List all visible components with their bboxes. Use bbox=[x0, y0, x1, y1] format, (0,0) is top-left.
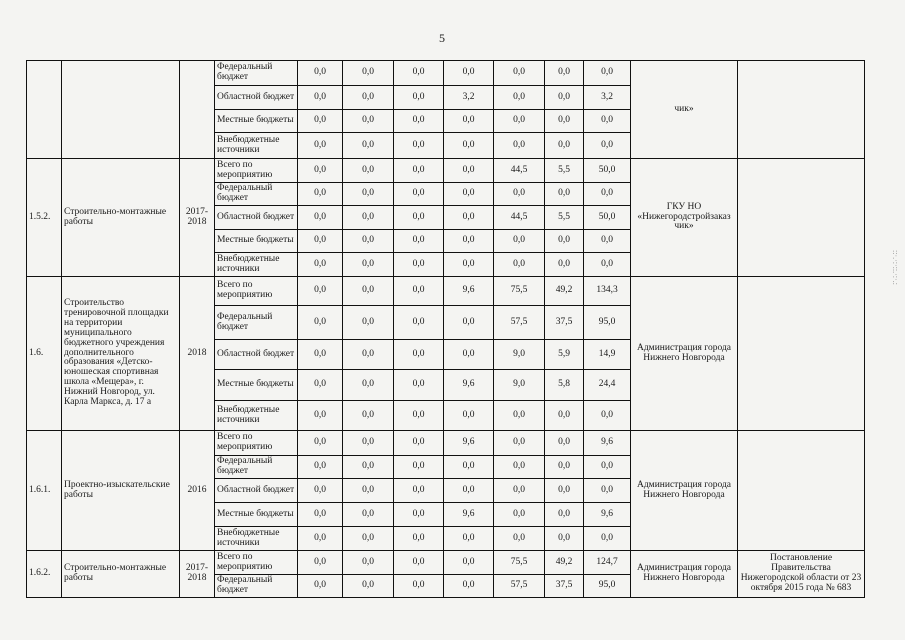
value-cell: 0,0 bbox=[298, 277, 343, 306]
value-cell: 0,0 bbox=[343, 183, 394, 206]
value-cell: 0,0 bbox=[298, 110, 343, 133]
scan-noise-marks: ::·.·:·::.·:·.: bbox=[891, 250, 900, 285]
item-name: Строительно-монтажные работы bbox=[62, 551, 180, 598]
value-cell: 0,0 bbox=[584, 527, 631, 551]
value-cell: 0,0 bbox=[494, 503, 545, 527]
item-year: 2016 bbox=[180, 431, 215, 551]
value-cell: 0,0 bbox=[494, 86, 545, 110]
value-cell: 0,0 bbox=[444, 479, 494, 503]
value-cell: 0,0 bbox=[494, 431, 545, 456]
value-cell: 0,0 bbox=[298, 401, 343, 431]
value-cell: 0,0 bbox=[343, 503, 394, 527]
value-cell: 0,0 bbox=[394, 159, 444, 183]
value-cell: 0,0 bbox=[444, 401, 494, 431]
value-cell: 0,0 bbox=[298, 575, 343, 598]
value-cell: 0,0 bbox=[298, 86, 343, 110]
value-cell: 0,0 bbox=[343, 277, 394, 306]
value-cell: 57,5 bbox=[494, 306, 545, 340]
value-cell: 9,6 bbox=[584, 431, 631, 456]
value-cell: 0,0 bbox=[343, 86, 394, 110]
value-cell: 0,0 bbox=[298, 527, 343, 551]
value-cell: 75,5 bbox=[494, 551, 545, 575]
value-cell: 0,0 bbox=[494, 183, 545, 206]
value-cell: 0,0 bbox=[444, 306, 494, 340]
value-cell: 0,0 bbox=[298, 61, 343, 86]
value-cell: 0,0 bbox=[394, 133, 444, 159]
value-cell: 0,0 bbox=[545, 230, 584, 253]
value-cell: 0,0 bbox=[584, 230, 631, 253]
value-cell: 0,0 bbox=[298, 133, 343, 159]
value-cell: 9,6 bbox=[444, 370, 494, 401]
basis: Постановление Правительства Нижегородской области от 23 октября 2015 года № 683 bbox=[738, 551, 865, 598]
page-number: 5 bbox=[439, 31, 445, 45]
value-cell: 0,0 bbox=[494, 110, 545, 133]
executor: чик» bbox=[631, 61, 738, 159]
value-cell: 9,6 bbox=[584, 503, 631, 527]
value-cell: 37,5 bbox=[545, 306, 584, 340]
funding-source: Внебюджетные источники bbox=[215, 133, 298, 159]
funding-source: Областной бюджет bbox=[215, 206, 298, 230]
item-name bbox=[62, 61, 180, 159]
table-row bbox=[27, 159, 865, 183]
value-cell: 0,0 bbox=[444, 551, 494, 575]
value-cell: 0,0 bbox=[545, 183, 584, 206]
value-cell: 0,0 bbox=[343, 401, 394, 431]
value-cell: 0,0 bbox=[545, 503, 584, 527]
value-cell: 0,0 bbox=[444, 456, 494, 479]
funding-table bbox=[26, 60, 865, 598]
value-cell: 0,0 bbox=[394, 183, 444, 206]
value-cell: 0,0 bbox=[343, 431, 394, 456]
value-cell: 0,0 bbox=[298, 253, 343, 277]
basis bbox=[738, 61, 865, 159]
value-cell: 0,0 bbox=[394, 527, 444, 551]
value-cell: 0,0 bbox=[444, 183, 494, 206]
value-cell: 0,0 bbox=[343, 159, 394, 183]
value-cell: 24,4 bbox=[584, 370, 631, 401]
funding-source: Федеральный бюджет bbox=[215, 183, 298, 206]
funding-source: Местные бюджеты bbox=[215, 110, 298, 133]
funding-source: Федеральный бюджет bbox=[215, 306, 298, 340]
funding-source: Внебюджетные источники bbox=[215, 253, 298, 277]
funding-source: Внебюджетные источники bbox=[215, 527, 298, 551]
table-row bbox=[27, 431, 865, 456]
funding-source: Местные бюджеты bbox=[215, 230, 298, 253]
value-cell: 0,0 bbox=[394, 575, 444, 598]
basis bbox=[738, 159, 865, 277]
value-cell: 0,0 bbox=[394, 551, 444, 575]
value-cell: 5,5 bbox=[545, 206, 584, 230]
value-cell: 0,0 bbox=[343, 575, 394, 598]
value-cell: 3,2 bbox=[584, 86, 631, 110]
value-cell: 0,0 bbox=[444, 527, 494, 551]
value-cell: 0,0 bbox=[545, 86, 584, 110]
funding-source: Местные бюджеты bbox=[215, 370, 298, 401]
value-cell: 0,0 bbox=[584, 479, 631, 503]
value-cell: 0,0 bbox=[584, 61, 631, 86]
value-cell: 134,3 bbox=[584, 277, 631, 306]
value-cell: 5,5 bbox=[545, 159, 584, 183]
table-row bbox=[27, 61, 865, 86]
value-cell: 0,0 bbox=[444, 230, 494, 253]
value-cell: 0,0 bbox=[298, 479, 343, 503]
value-cell: 0,0 bbox=[545, 110, 584, 133]
value-cell: 0,0 bbox=[343, 370, 394, 401]
table-row bbox=[27, 551, 865, 575]
value-cell: 0,0 bbox=[343, 551, 394, 575]
value-cell: 0,0 bbox=[343, 340, 394, 370]
value-cell: 0,0 bbox=[545, 431, 584, 456]
funding-source: Всего по мероприятию bbox=[215, 277, 298, 306]
value-cell: 0,0 bbox=[545, 253, 584, 277]
funding-source: Всего по мероприятию bbox=[215, 159, 298, 183]
value-cell: 0,0 bbox=[343, 456, 394, 479]
value-cell: 0,0 bbox=[494, 253, 545, 277]
value-cell: 0,0 bbox=[343, 61, 394, 86]
executor: ГКУ НО «Нижегородстройзаказ чик» bbox=[631, 159, 738, 277]
value-cell: 0,0 bbox=[394, 277, 444, 306]
value-cell: 49,2 bbox=[545, 277, 584, 306]
value-cell: 0,0 bbox=[343, 253, 394, 277]
funding-source: Всего по мероприятию bbox=[215, 431, 298, 456]
value-cell: 0,0 bbox=[494, 456, 545, 479]
item-year: 2018 bbox=[180, 277, 215, 431]
value-cell: 0,0 bbox=[494, 133, 545, 159]
value-cell: 0,0 bbox=[394, 253, 444, 277]
value-cell: 0,0 bbox=[444, 206, 494, 230]
value-cell: 95,0 bbox=[584, 575, 631, 598]
funding-source: Внебюджетные источники bbox=[215, 401, 298, 431]
value-cell: 0,0 bbox=[343, 306, 394, 340]
value-cell: 0,0 bbox=[343, 479, 394, 503]
value-cell: 0,0 bbox=[545, 61, 584, 86]
funding-source: Местные бюджеты bbox=[215, 503, 298, 527]
value-cell: 44,5 bbox=[494, 206, 545, 230]
funding-source: Федеральный бюджет bbox=[215, 575, 298, 598]
value-cell: 0,0 bbox=[394, 230, 444, 253]
value-cell: 0,0 bbox=[494, 401, 545, 431]
value-cell: 0,0 bbox=[394, 479, 444, 503]
value-cell: 0,0 bbox=[494, 230, 545, 253]
item-year: 2017-2018 bbox=[180, 551, 215, 598]
value-cell: 0,0 bbox=[494, 527, 545, 551]
value-cell: 5,9 bbox=[545, 340, 584, 370]
value-cell: 0,0 bbox=[343, 206, 394, 230]
value-cell: 0,0 bbox=[584, 133, 631, 159]
value-cell: 0,0 bbox=[394, 456, 444, 479]
funding-source: Всего по мероприятию bbox=[215, 551, 298, 575]
basis bbox=[738, 277, 865, 431]
value-cell: 0,0 bbox=[444, 133, 494, 159]
value-cell: 0,0 bbox=[298, 230, 343, 253]
value-cell: 75,5 bbox=[494, 277, 545, 306]
funding-source: Федеральный бюджет bbox=[215, 456, 298, 479]
value-cell: 0,0 bbox=[298, 456, 343, 479]
value-cell: 95,0 bbox=[584, 306, 631, 340]
executor: Администрация города Нижнего Новгорода bbox=[631, 431, 738, 551]
value-cell: 0,0 bbox=[394, 306, 444, 340]
value-cell: 0,0 bbox=[444, 61, 494, 86]
value-cell: 0,0 bbox=[394, 110, 444, 133]
value-cell: 0,0 bbox=[584, 110, 631, 133]
value-cell: 0,0 bbox=[444, 575, 494, 598]
value-cell: 5,8 bbox=[545, 370, 584, 401]
value-cell: 0,0 bbox=[494, 479, 545, 503]
value-cell: 0,0 bbox=[394, 401, 444, 431]
item-number bbox=[27, 61, 62, 159]
value-cell: 0,0 bbox=[394, 503, 444, 527]
value-cell: 9,6 bbox=[444, 431, 494, 456]
executor: Администрация города Нижнего Новгорода bbox=[631, 277, 738, 431]
item-number: 1.6.1. bbox=[27, 431, 62, 551]
value-cell: 0,0 bbox=[584, 253, 631, 277]
funding-source: Областной бюджет bbox=[215, 479, 298, 503]
value-cell: 0,0 bbox=[545, 456, 584, 479]
value-cell: 0,0 bbox=[444, 253, 494, 277]
value-cell: 0,0 bbox=[394, 86, 444, 110]
value-cell: 0,0 bbox=[298, 503, 343, 527]
value-cell: 0,0 bbox=[394, 340, 444, 370]
value-cell: 9,0 bbox=[494, 370, 545, 401]
value-cell: 0,0 bbox=[584, 401, 631, 431]
funding-source: Областной бюджет bbox=[215, 340, 298, 370]
value-cell: 3,2 bbox=[444, 86, 494, 110]
value-cell: 0,0 bbox=[298, 183, 343, 206]
executor: Администрация города Нижнего Новгорода bbox=[631, 551, 738, 598]
item-number: 1.6.2. bbox=[27, 551, 62, 598]
value-cell: 0,0 bbox=[444, 110, 494, 133]
item-name: Строительство тренировочной площадки на территории муниципального бюджетного учреждения дополнительного образования «Детско-юношеская спортивная школа «Мещера», г. Нижний Новгород, ул. Карла Маркса, д. 17 а bbox=[62, 277, 180, 431]
value-cell: 0,0 bbox=[298, 340, 343, 370]
item-year bbox=[180, 61, 215, 159]
value-cell: 0,0 bbox=[298, 206, 343, 230]
value-cell: 0,0 bbox=[545, 401, 584, 431]
value-cell: 0,0 bbox=[298, 370, 343, 401]
basis bbox=[738, 431, 865, 551]
funding-source: Федеральный бюджет bbox=[215, 61, 298, 86]
value-cell: 0,0 bbox=[343, 110, 394, 133]
value-cell: 0,0 bbox=[298, 159, 343, 183]
value-cell: 37,5 bbox=[545, 575, 584, 598]
value-cell: 0,0 bbox=[343, 527, 394, 551]
value-cell: 49,2 bbox=[545, 551, 584, 575]
table-row bbox=[27, 277, 865, 306]
item-number: 1.5.2. bbox=[27, 159, 62, 277]
item-name: Проектно-изыскательские работы bbox=[62, 431, 180, 551]
value-cell: 57,5 bbox=[494, 575, 545, 598]
value-cell: 14,9 bbox=[584, 340, 631, 370]
value-cell: 0,0 bbox=[444, 159, 494, 183]
funding-source: Областной бюджет bbox=[215, 86, 298, 110]
item-year: 2017-2018 bbox=[180, 159, 215, 277]
value-cell: 50,0 bbox=[584, 206, 631, 230]
value-cell: 0,0 bbox=[444, 340, 494, 370]
value-cell: 0,0 bbox=[394, 206, 444, 230]
value-cell: 0,0 bbox=[394, 370, 444, 401]
value-cell: 0,0 bbox=[584, 183, 631, 206]
value-cell: 0,0 bbox=[394, 431, 444, 456]
value-cell: 124,7 bbox=[584, 551, 631, 575]
value-cell: 0,0 bbox=[545, 527, 584, 551]
value-cell: 0,0 bbox=[545, 479, 584, 503]
value-cell: 0,0 bbox=[494, 61, 545, 86]
value-cell: 0,0 bbox=[343, 133, 394, 159]
value-cell: 0,0 bbox=[343, 230, 394, 253]
value-cell: 0,0 bbox=[298, 431, 343, 456]
value-cell: 0,0 bbox=[298, 551, 343, 575]
value-cell: 0,0 bbox=[394, 61, 444, 86]
value-cell: 50,0 bbox=[584, 159, 631, 183]
value-cell: 9,6 bbox=[444, 503, 494, 527]
value-cell: 9,6 bbox=[444, 277, 494, 306]
item-number: 1.6. bbox=[27, 277, 62, 431]
value-cell: 0,0 bbox=[545, 133, 584, 159]
value-cell: 44,5 bbox=[494, 159, 545, 183]
value-cell: 0,0 bbox=[298, 306, 343, 340]
value-cell: 0,0 bbox=[584, 456, 631, 479]
item-name: Строительно-монтажные работы bbox=[62, 159, 180, 277]
value-cell: 9,0 bbox=[494, 340, 545, 370]
